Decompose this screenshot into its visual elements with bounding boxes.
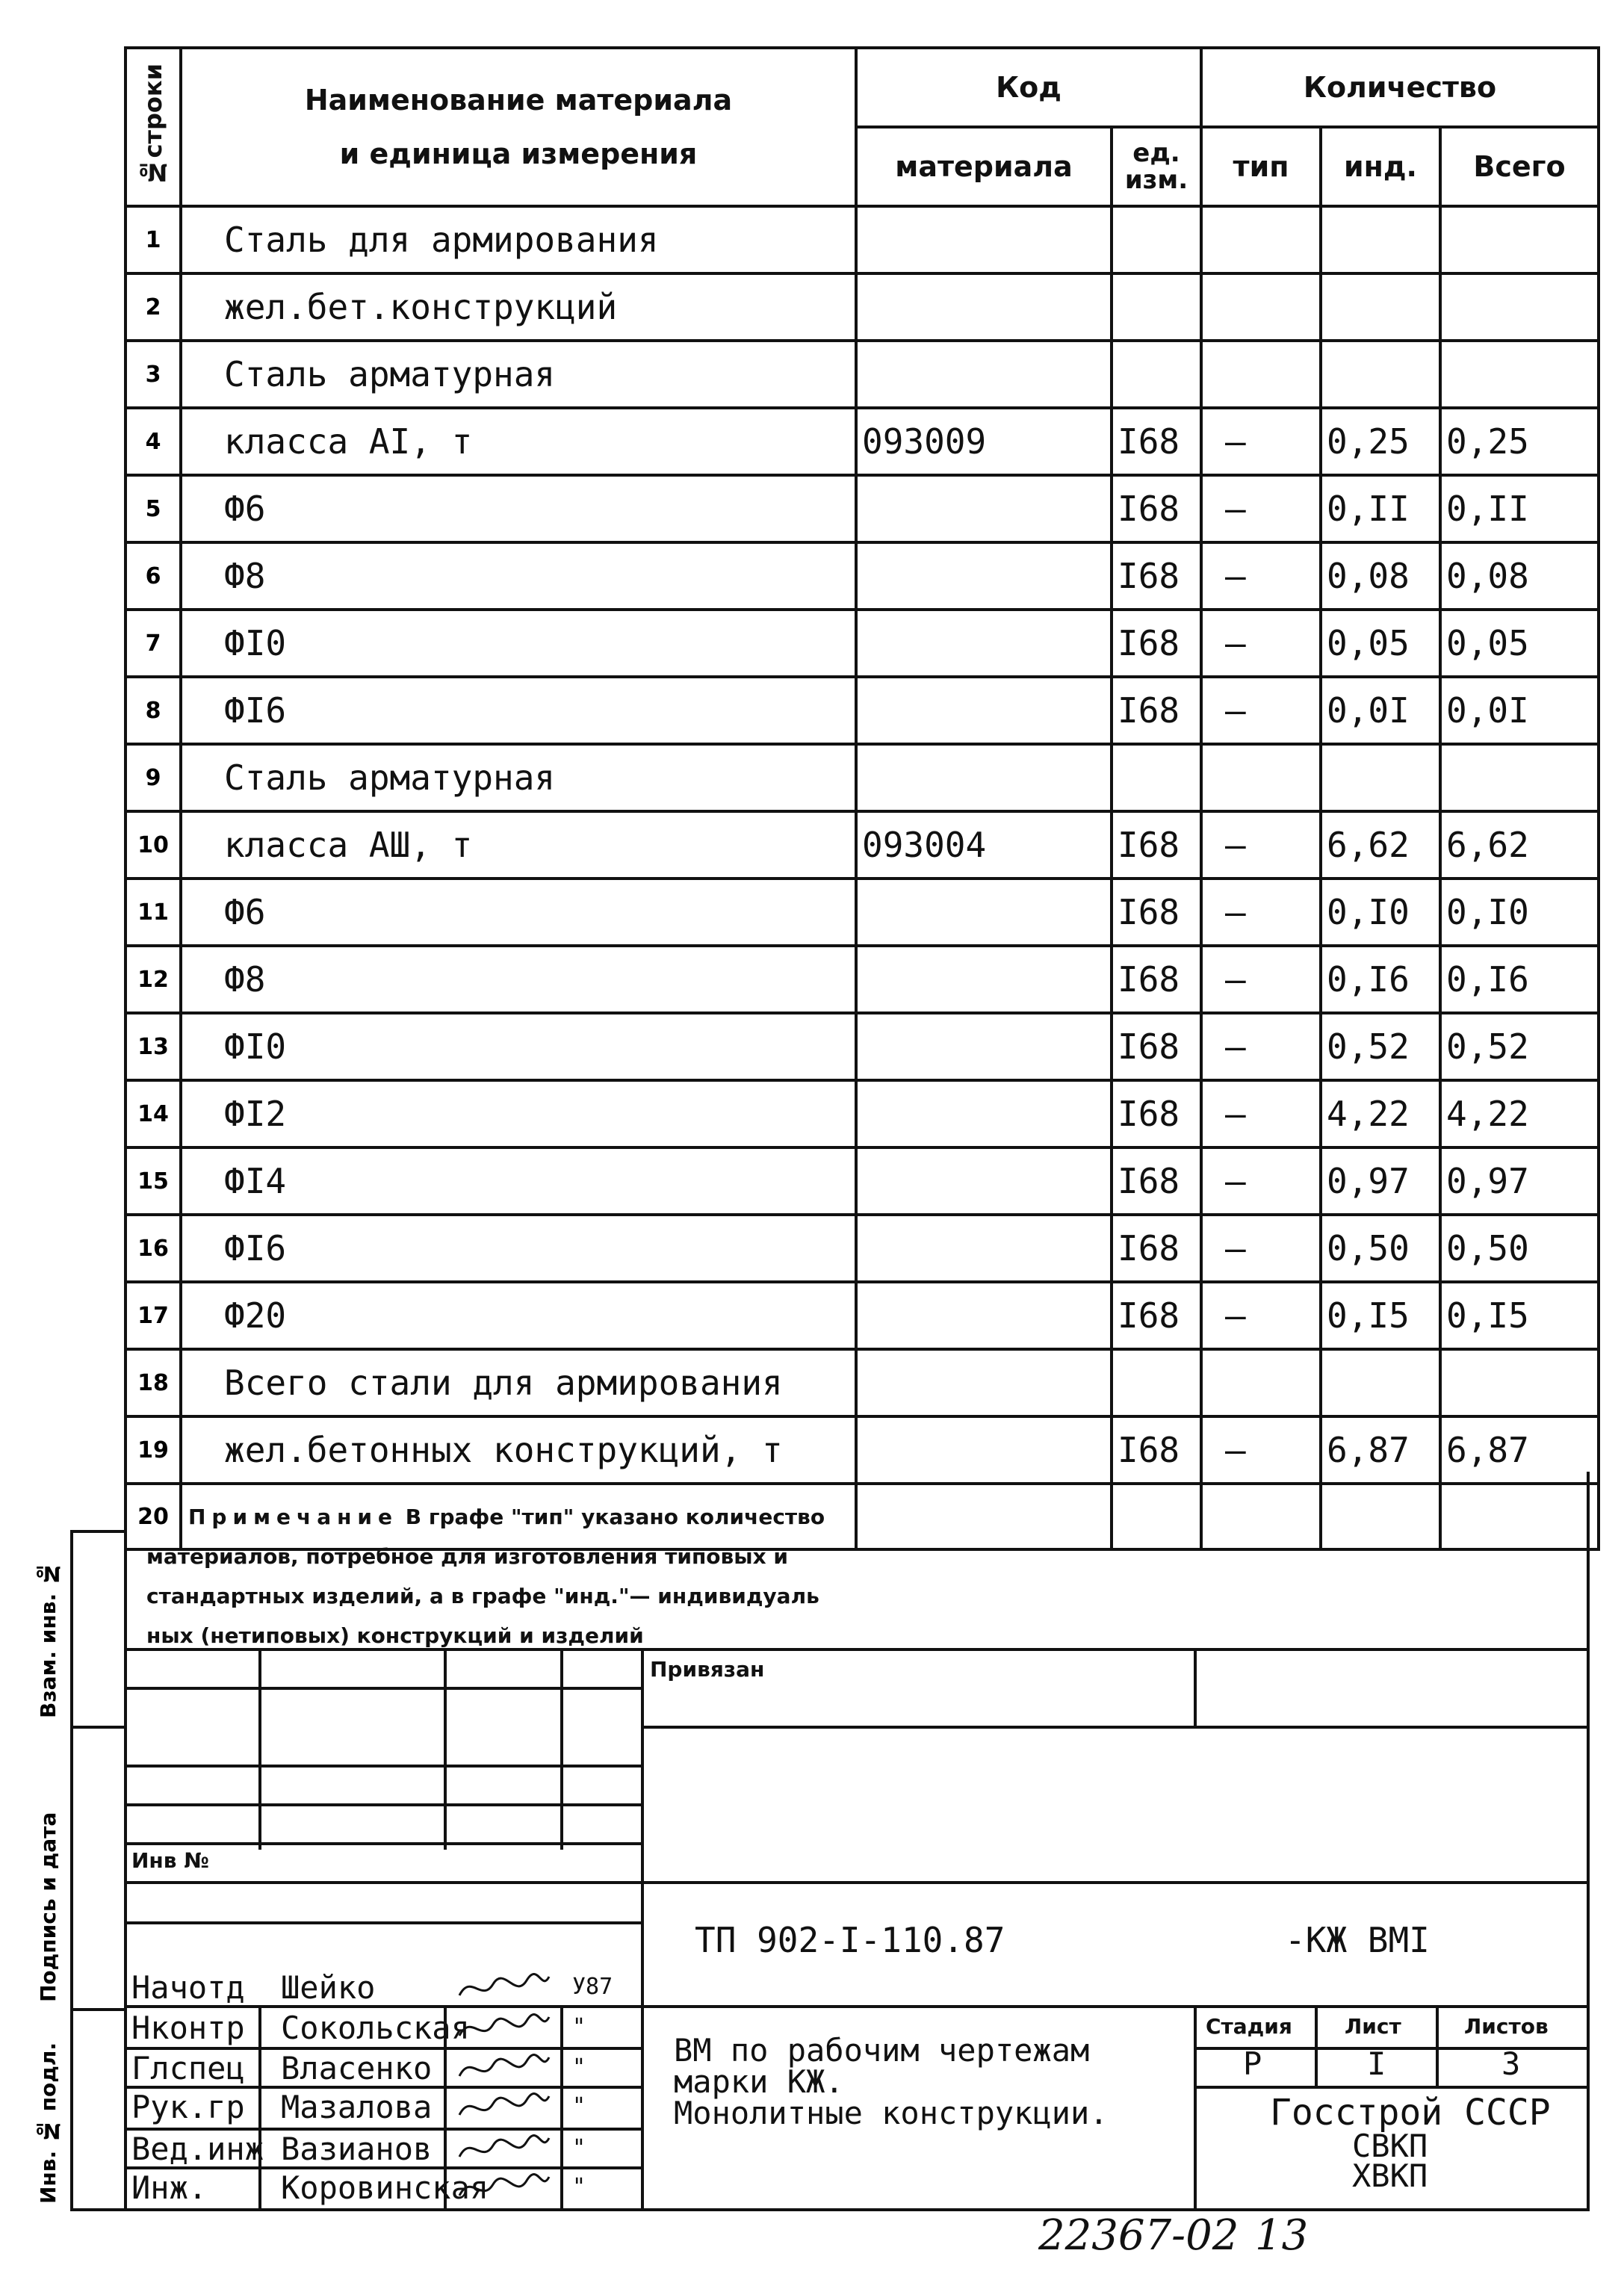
material-code [856,1484,1112,1549]
tb-v5a [1194,1648,1197,1726]
qty-ind: 0,08 [1321,542,1440,610]
qty-total: 0,50 [1440,1215,1599,1282]
tb-h-l6 [124,1921,642,1924]
note-line3: стандартных изделий, а в графе "инд."— индивидуаль [146,1584,819,1608]
frame-h1 [124,1648,1590,1651]
title-line3: Монолитные конструкции. [674,2095,1109,2131]
tb-v7 [1436,2005,1439,2089]
row-number: 14 [125,1080,181,1147]
qty-ind: 0,05 [1321,610,1440,677]
table-row [125,206,1599,273]
tb-h-l1 [124,1687,642,1690]
row-number: 11 [125,879,181,946]
row-number: 3 [125,341,181,408]
qty-type: – [1201,1282,1321,1349]
signature-scribble [456,2050,553,2087]
code-header: Код [856,48,1201,127]
qty-total: 0,08 [1440,542,1599,610]
title-line2: марки КЖ. [674,2063,844,2100]
signature-name: Власенко [281,2050,433,2087]
qty-type: – [1201,811,1321,879]
qty-total [1440,273,1599,341]
unit-code: I68 [1112,542,1201,610]
tb-h-l3 [124,1803,642,1806]
materials-table [124,46,1600,1551]
material-code: 093009 [856,408,1112,475]
qty-total: 6,62 [1440,811,1599,879]
row-number: 18 [125,1349,181,1416]
table-row [125,1349,1599,1416]
qty-ind [1321,341,1440,408]
margin-h2 [70,2008,127,2011]
unit-code [1112,273,1201,341]
material-code [856,610,1112,677]
sheet-label: Лист [1345,2014,1401,2039]
tb-h-stage-bot [1194,2086,1590,2089]
qty-type: – [1201,408,1321,475]
row-number: 10 [125,811,181,879]
signature-scribble [456,2169,553,2207]
signature-scribble [456,1969,553,2007]
unit-code: I68 [1112,811,1201,879]
row-number: 5 [125,475,181,542]
qty-total: 0,I5 [1440,1282,1599,1349]
stage-value: Р [1243,2045,1262,2082]
tb-v3b [560,2005,563,2211]
side-label-podpis: Подпись и дата [36,1812,61,2002]
material-code [856,1147,1112,1215]
qty-ind [1321,206,1440,273]
material-name: ФI0 [181,610,856,677]
code-material-header: материала [856,127,1112,206]
tb-v3a [560,1648,563,1850]
inv-no-label: Инв № [131,1848,209,1873]
privyazan-label: Привязан [650,1657,765,1682]
qty-type: – [1201,542,1321,610]
material-name: ФI0 [181,1013,856,1080]
qty-total [1440,206,1599,273]
unit-code [1112,206,1201,273]
material-name: жел.бет.конструкций [181,273,856,341]
table-row [125,1080,1599,1147]
note-label: Примечание [188,1505,399,1529]
qty-total: 0,25 [1440,408,1599,475]
material-name: Сталь арматурная [181,744,856,811]
signature-date: У87 [572,1974,613,2000]
page-number: 13 [1255,2211,1309,2260]
signature-date: " [572,2093,586,2119]
material-code [856,1349,1112,1416]
material-name: жел.бетонных конструкций, т [181,1416,856,1484]
qty-type: – [1201,475,1321,542]
table-row [125,744,1599,811]
material-code [856,475,1112,542]
signature-date: " [572,2135,586,2161]
note-text1: В графе "тип" указано количество [398,1505,825,1529]
qty-type: – [1201,1080,1321,1147]
tb-v5b [1194,2005,1197,2211]
qty-total: 6,87 [1440,1416,1599,1484]
table-row [125,341,1599,408]
table-row [125,811,1599,879]
table-row [125,1416,1599,1484]
qty-ind: 4,22 [1321,1080,1440,1147]
qty-type [1201,273,1321,341]
material-name: Сталь арматурная [181,341,856,408]
signature-role: Рук.гр [131,2089,245,2125]
qty-ind [1321,1484,1440,1549]
unit-code: I68 [1112,677,1201,744]
unit-code: I68 [1112,610,1201,677]
title-line1: ВМ по рабочим чертежам [674,2032,1090,2069]
table-row [125,408,1599,475]
unit-code: I68 [1112,1080,1201,1147]
row-number: 6 [125,542,181,610]
material-name: Ф6 [181,475,856,542]
signature-role: Нконтр [131,2010,245,2046]
archive-number: 22367-02 [1038,2211,1239,2260]
qty-type: – [1201,1215,1321,1282]
table-row [125,946,1599,1013]
signature-scribble [456,2089,553,2126]
tb-v1b [258,2005,261,2211]
material-name: класса AШ, т [181,811,856,879]
qty-total: 0,97 [1440,1147,1599,1215]
material-name: ФI6 [181,677,856,744]
quantity-header: Количество [1201,48,1599,127]
material-code [856,1282,1112,1349]
unit-code: I68 [1112,879,1201,946]
qty-type: – [1201,610,1321,677]
tb-h-l4 [124,1842,642,1845]
qty-ind: 0,52 [1321,1013,1440,1080]
qty-ind: 0,0I [1321,677,1440,744]
signature-name: Вазианов [281,2131,433,2167]
tb-v6 [1315,2005,1318,2089]
qty-total [1440,341,1599,408]
material-code [856,744,1112,811]
row-number: 17 [125,1282,181,1349]
qty-ind: 0,I0 [1321,879,1440,946]
table-row [125,1282,1599,1349]
code-unit-header: ед. изм. [1112,127,1201,206]
material-code [856,946,1112,1013]
material-code [856,1080,1112,1147]
qty-total: 4,22 [1440,1080,1599,1147]
unit-code: I68 [1112,1215,1201,1282]
table-row [125,273,1599,341]
qty-type: – [1201,677,1321,744]
material-name: Всего стали для армирования [181,1349,856,1416]
table-row [125,610,1599,677]
table-row [125,1013,1599,1080]
signature-date: " [572,2014,586,2040]
frame-bottom [124,2208,1590,2211]
row-number: 2 [125,273,181,341]
signature-name: Мазалова [281,2089,433,2125]
table-row [125,677,1599,744]
material-code [856,879,1112,946]
material-code [856,677,1112,744]
material-name: Сталь для армирования [181,206,856,273]
signature-scribble [456,2131,553,2168]
side-label-vzam: Взам. инв. № [36,1561,61,1718]
row-number: 19 [125,1416,181,1484]
qty-ind: 0,97 [1321,1147,1440,1215]
side-label-inv-podl: Инв. № подл. [36,2042,61,2204]
material-name: ФI4 [181,1147,856,1215]
tb-v2a [444,1648,447,1850]
tb-h-l2 [124,1765,642,1768]
qty-type: – [1201,946,1321,1013]
material-code: 093004 [856,811,1112,879]
row-number: 15 [125,1147,181,1215]
qty-ind-header: инд. [1321,127,1440,206]
note-line4: ных (нетиповых) конструкций и изделий [146,1623,644,1648]
sheet-value: I [1367,2045,1386,2082]
qty-type [1201,1484,1321,1549]
material-name: Ф8 [181,946,856,1013]
qty-ind: 0,II [1321,475,1440,542]
material-name: класса AI, т [181,408,856,475]
material-code [856,1215,1112,1282]
unit-code: I68 [1112,475,1201,542]
frame-right [1587,1472,1590,2211]
material-code [856,273,1112,341]
signature-date: " [572,2054,586,2081]
note [146,1497,825,1655]
unit-code: I68 [1112,1013,1201,1080]
qty-total [1440,744,1599,811]
note-line1 [146,1497,825,1537]
row-number: 13 [125,1013,181,1080]
qty-ind [1321,744,1440,811]
signature-scribble [456,2010,553,2047]
org-line1: Госстрой СССР [1270,2092,1551,2134]
table-row [125,879,1599,946]
unit-code [1112,744,1201,811]
table-row [125,1215,1599,1282]
org-line2: СВКП [1352,2128,1428,2164]
row-number: 8 [125,677,181,744]
qty-total-header: Всего [1440,127,1599,206]
margin-bottom [70,2208,127,2211]
unit-code: I68 [1112,946,1201,1013]
signature-name: Сокольская [281,2010,470,2046]
material-name: Ф8 [181,542,856,610]
frame-left [124,1472,127,2211]
qty-ind: 0,I6 [1321,946,1440,1013]
row-number-header: №строки [125,48,181,206]
signature-role: Глспец [131,2050,245,2087]
qty-total: 0,05 [1440,610,1599,677]
tb-v1a [258,1648,261,1850]
unit-code: I68 [1112,408,1201,475]
qty-ind [1321,1349,1440,1416]
sheets-label: Листов [1464,2014,1549,2039]
unit-code [1112,1484,1201,1549]
signature-role: Вед.инж [131,2131,264,2167]
qty-type: – [1201,1147,1321,1215]
qty-total: 0,II [1440,475,1599,542]
qty-ind [1321,273,1440,341]
qty-ind: 0,50 [1321,1215,1440,1282]
material-name: Ф6 [181,879,856,946]
name-header [181,48,856,206]
unit-code: I68 [1112,1282,1201,1349]
unit-code [1112,1349,1201,1416]
qty-type [1201,341,1321,408]
note-line2: материалов, потребное для изготовления типовых и [146,1544,788,1569]
qty-total [1440,1349,1599,1416]
material-name: ФI2 [181,1080,856,1147]
row-number: 1 [125,206,181,273]
signature-role: Инж. [131,2169,208,2206]
signature-name: Коровинская [281,2169,489,2206]
qty-type: – [1201,879,1321,946]
material-name: ФI6 [181,1215,856,1282]
tb-h-l5 [124,1881,1590,1884]
qty-type: – [1201,1013,1321,1080]
name-header-line2: и единица измерения [339,137,698,170]
tb-h-privyazan [641,1726,1590,1729]
row-number: 12 [125,946,181,1013]
material-code [856,341,1112,408]
unit-code [1112,341,1201,408]
margin-top [70,1530,127,1533]
qty-total: 0,I0 [1440,879,1599,946]
qty-ind: 0,25 [1321,408,1440,475]
material-code [856,1013,1112,1080]
table-row [125,1147,1599,1215]
sheets-value: 3 [1501,2045,1521,2082]
qty-total [1440,1484,1599,1549]
material-name: Ф20 [181,1282,856,1349]
margin-left-line [70,1530,73,2211]
qty-type [1201,206,1321,273]
qty-total: 0,52 [1440,1013,1599,1080]
table-row [125,475,1599,542]
qty-type-header: тип [1201,127,1321,206]
material-code [856,206,1112,273]
qty-type: – [1201,1416,1321,1484]
row-number: 9 [125,744,181,811]
qty-type [1201,744,1321,811]
row-number: 20 [125,1484,181,1549]
qty-ind: 6,62 [1321,811,1440,879]
signature-name: Шейко [281,1969,376,2006]
qty-ind: 6,87 [1321,1416,1440,1484]
row-number: 16 [125,1215,181,1282]
table-row [125,542,1599,610]
qty-total: 0,0I [1440,677,1599,744]
qty-type [1201,1349,1321,1416]
row-number: 7 [125,610,181,677]
signature-date: " [572,2174,586,2200]
material-code [856,542,1112,610]
signature-role: Начотд [131,1969,245,2006]
qty-ind: 0,I5 [1321,1282,1440,1349]
tb-v4 [641,1648,644,2211]
name-header-line1: Наименование материала [304,84,733,117]
unit-code: I68 [1112,1147,1201,1215]
material-code [856,1416,1112,1484]
doc-code: ТП 902-I-110.87 [695,1920,1005,1960]
stage-label: Стадия [1206,2014,1292,2039]
unit-code: I68 [1112,1416,1201,1484]
doc-mark: -КЖ ВМI [1285,1920,1430,1960]
row-number: 4 [125,408,181,475]
qty-total: 0,I6 [1440,946,1599,1013]
org-line3: ХВКП [1352,2157,1428,2194]
margin-h1 [70,1726,127,1729]
